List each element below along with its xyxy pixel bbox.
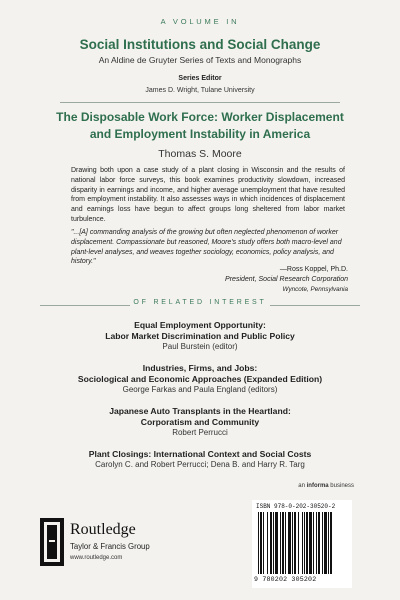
- informa-business-note: [230, 483, 354, 489]
- related-book: [0, 320, 400, 353]
- book-title-line: The Disposable Work Force: Worker Displacement: [56, 110, 344, 124]
- related-book-title: Plant Closings: International Context and Social Costs: [88, 449, 312, 459]
- isbn-barcode: [252, 500, 352, 588]
- review-attribution-name: —Ross Koppel, Ph.D.: [279, 266, 348, 273]
- related-book-title: Corporatism and Community: [140, 417, 260, 427]
- related-book-editor: Carolyn C. and Robert Perrucci; Dena B. and Harry R. Targ: [95, 460, 305, 469]
- isbn-text: ISBN 978-0-202-30520-2: [256, 503, 336, 510]
- related-book-title: Labor Market Discrimination and Public Policy: [105, 331, 295, 341]
- related-interest-label: OF RELATED INTEREST: [130, 299, 270, 306]
- related-book-title: Japanese Auto Transplants in the Heartland:: [109, 406, 291, 416]
- related-book: [0, 449, 400, 471]
- related-book: [0, 363, 400, 396]
- related-book-title: Sociological and Economic Approaches (Expanded Edition): [77, 374, 323, 384]
- book-author: Thomas S. Moore: [158, 148, 242, 160]
- routledge-logo-icon: [40, 518, 64, 566]
- series-editor-name: James D. Wright, Tulane University: [145, 87, 255, 94]
- related-book-editor: Robert Perrucci: [172, 428, 228, 437]
- related-book-editor: Paul Burstein (editor): [162, 342, 238, 351]
- business-suffix: business: [328, 483, 354, 489]
- review-attribution-org: President, Social Research Corporation: [225, 276, 348, 283]
- related-book-title: Industries, Firms, and Jobs:: [142, 363, 258, 373]
- publisher-logo: [40, 518, 220, 573]
- related-book-editor: George Farkas and Paula England (editors): [122, 385, 278, 394]
- publisher-tagline: Taylor & Francis Group: [70, 542, 150, 551]
- review-attribution-place: Wyncote, Pennsylvania: [282, 286, 348, 293]
- business-prefix: an: [298, 483, 307, 489]
- book-title: [0, 109, 400, 143]
- book-description: Drawing both upon a case study of a plant closing in Wisconsin and the results of national labor force surveys, this book examines productivity slowdown, increased disparity in earnings and income, and higher average unemployment that have resulted from employment instability. It also assesses ways in which incidences of displacement and earnings loss have begun to affect groups long sheltered from labor market turbulence.: [71, 167, 345, 223]
- publisher-name: Routledge: [70, 521, 136, 538]
- book-title-line: and Employment Instability in America: [89, 127, 311, 141]
- series-editor-label: Series Editor: [178, 75, 222, 82]
- related-interest-header: [40, 299, 360, 311]
- business-brand: informa: [306, 483, 329, 489]
- related-book: [0, 406, 400, 439]
- series-subtitle: An Aldine de Gruyter Series of Texts and Monographs: [98, 55, 302, 65]
- publisher-url[interactable]: www.routledge.com: [70, 555, 123, 561]
- related-book-title: Equal Employment Opportunity:: [134, 320, 266, 330]
- divider: [60, 102, 340, 103]
- series-title: Social Institutions and Social Change: [79, 37, 321, 52]
- review-quote: "...[A] commanding analysis of the growing but often neglected phenomenon of worker displacement. Compassionate but reasoned, Moore's study offers both macro-level and plant-level analyses, and weaves together sociology, economics, policy analysis, and history.": [71, 229, 342, 266]
- barcode-digits: 9 780202 305202: [254, 576, 317, 583]
- barcode-icon: [258, 512, 346, 574]
- series-kicker: A VOLUME IN: [160, 17, 240, 26]
